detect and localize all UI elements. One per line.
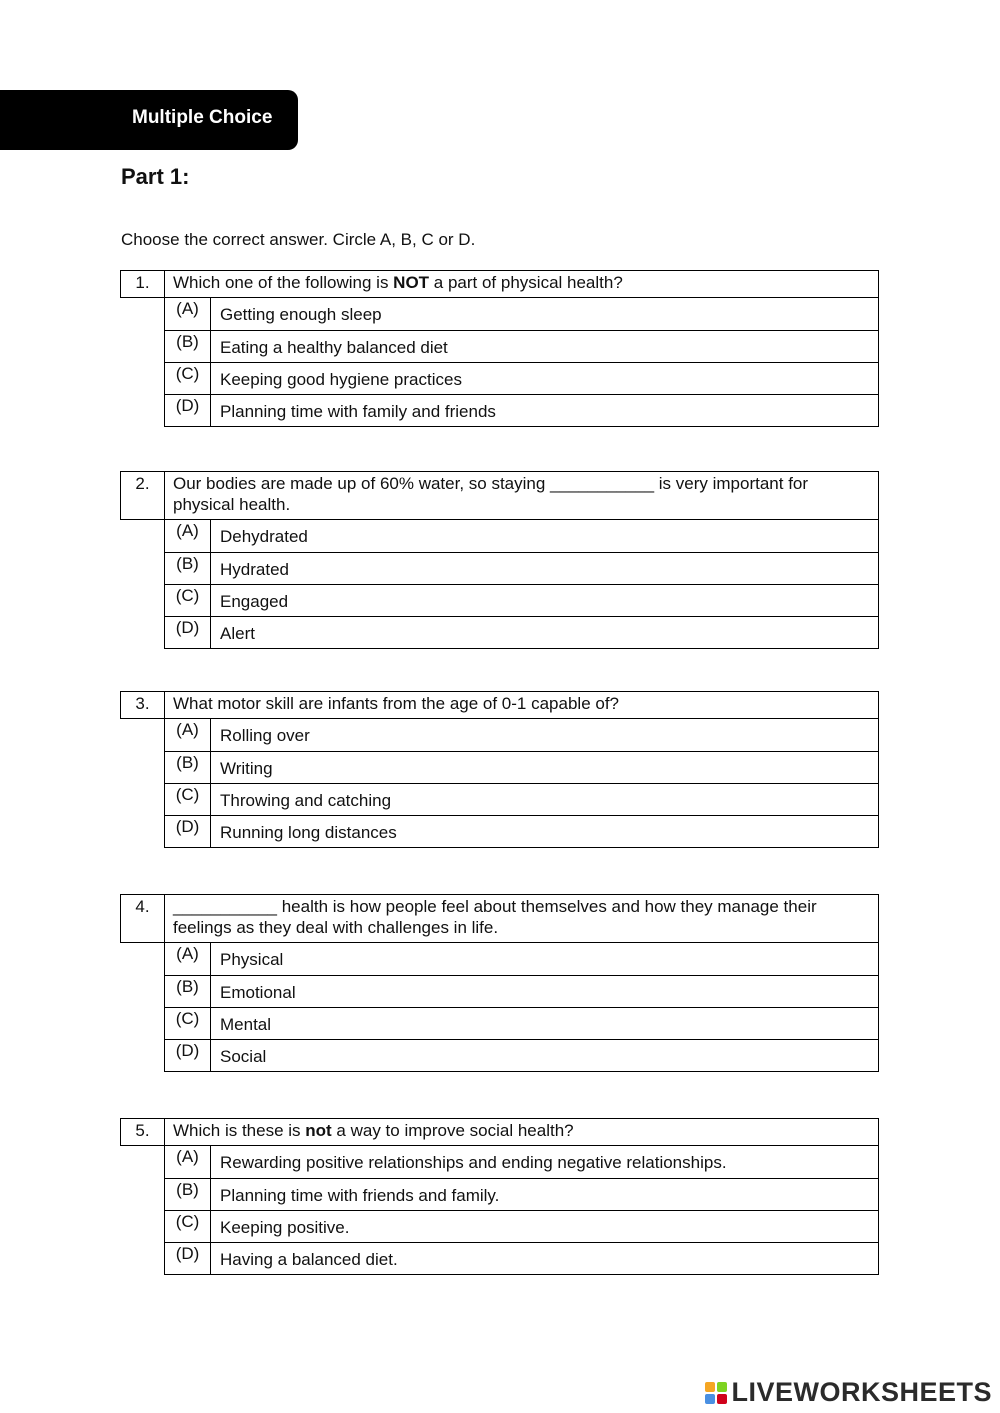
option-letter: (B) — [165, 331, 211, 362]
section-tab: Multiple Choice — [0, 90, 298, 150]
option-a[interactable] — [165, 1146, 878, 1178]
option-text: Hydrated — [220, 560, 289, 579]
logo-square — [717, 1394, 727, 1404]
option-letter: (B) — [165, 553, 211, 584]
logo-text: LIVEWORKSHEETS — [731, 1377, 992, 1407]
option-letter: (A) — [165, 520, 211, 552]
question-4 — [120, 894, 879, 1072]
question-1 — [120, 270, 879, 427]
question-text: Our bodies are made up of 60% water, so staying ___________ is very important for physical health. — [173, 474, 809, 514]
question-number: 1. — [121, 271, 165, 297]
option-letter: (D) — [165, 1243, 211, 1274]
logo-square — [717, 1382, 727, 1392]
option-d[interactable] — [165, 815, 878, 847]
question-text: What motor skill are infants from the age of 0-1 capable of? — [173, 694, 620, 713]
option-c[interactable] — [165, 362, 878, 394]
option-a[interactable] — [165, 298, 878, 330]
option-text: Emotional — [220, 983, 296, 1002]
option-c[interactable] — [165, 584, 878, 616]
option-d[interactable] — [165, 394, 878, 426]
question-2 — [120, 471, 879, 649]
instructions: Choose the correct answer. Circle A, B, C or D. — [121, 230, 476, 249]
option-a[interactable] — [165, 943, 878, 975]
option-letter: (D) — [165, 395, 211, 426]
part-title: Part 1: — [121, 164, 190, 189]
option-letter: (D) — [165, 1040, 211, 1071]
logo-square — [705, 1394, 715, 1404]
question-number: 5. — [121, 1119, 165, 1145]
option-text: Planning time with friends and family. — [220, 1186, 500, 1205]
option-text: Rolling over — [220, 726, 310, 745]
option-b[interactable] — [165, 751, 878, 783]
option-letter: (C) — [165, 784, 211, 815]
question-5 — [120, 1118, 879, 1275]
option-letter: (B) — [165, 976, 211, 1007]
option-text: Eating a healthy balanced diet — [220, 338, 448, 357]
option-letter: (C) — [165, 1008, 211, 1039]
option-b[interactable] — [165, 975, 878, 1007]
option-letter: (B) — [165, 1179, 211, 1210]
option-letter: (D) — [165, 617, 211, 648]
option-text: Dehydrated — [220, 527, 308, 546]
option-letter: (C) — [165, 363, 211, 394]
option-letter: (A) — [165, 719, 211, 751]
option-text: Running long distances — [220, 823, 397, 842]
option-text: Social — [220, 1047, 267, 1066]
option-letter: (D) — [165, 816, 211, 847]
option-letter: (A) — [165, 943, 211, 975]
option-letter: (A) — [165, 1146, 211, 1178]
option-text: Mental — [220, 1015, 272, 1034]
question-text: ___________ health is how people feel about themselves and how they manage their feelings as they deal with challenges in life. — [173, 897, 817, 937]
option-text: Writing — [220, 759, 273, 778]
logo-icon — [705, 1382, 727, 1404]
option-text: Alert — [220, 624, 255, 643]
option-text: Keeping positive. — [220, 1218, 350, 1237]
liveworksheets-logo — [705, 1377, 992, 1408]
question-number: 3. — [121, 692, 165, 718]
option-b[interactable] — [165, 1178, 878, 1210]
option-letter: (C) — [165, 585, 211, 616]
logo-square — [705, 1382, 715, 1392]
option-text: Physical — [220, 950, 284, 969]
option-c[interactable] — [165, 1210, 878, 1242]
option-a[interactable] — [165, 719, 878, 751]
option-d[interactable] — [165, 616, 878, 648]
question-text: Which is these is not a way to improve social health? — [173, 1121, 574, 1140]
question-text: Which one of the following is NOT a part of physical health? — [173, 273, 623, 292]
option-letter: (A) — [165, 298, 211, 330]
option-text: Engaged — [220, 592, 289, 611]
option-b[interactable] — [165, 552, 878, 584]
option-c[interactable] — [165, 1007, 878, 1039]
option-text: Rewarding positive relationships and ending negative relationships. — [220, 1153, 727, 1172]
option-text: Having a balanced diet. — [220, 1250, 398, 1269]
option-c[interactable] — [165, 783, 878, 815]
option-d[interactable] — [165, 1242, 878, 1274]
question-number: 4. — [121, 895, 165, 942]
question-number: 2. — [121, 472, 165, 519]
option-a[interactable] — [165, 520, 878, 552]
option-letter: (C) — [165, 1211, 211, 1242]
question-3 — [120, 691, 879, 848]
option-text: Planning time with family and friends — [220, 402, 496, 421]
option-letter: (B) — [165, 752, 211, 783]
option-text: Keeping good hygiene practices — [220, 370, 462, 389]
option-d[interactable] — [165, 1039, 878, 1071]
option-b[interactable] — [165, 330, 878, 362]
option-text: Getting enough sleep — [220, 305, 382, 324]
option-text: Throwing and catching — [220, 791, 392, 810]
